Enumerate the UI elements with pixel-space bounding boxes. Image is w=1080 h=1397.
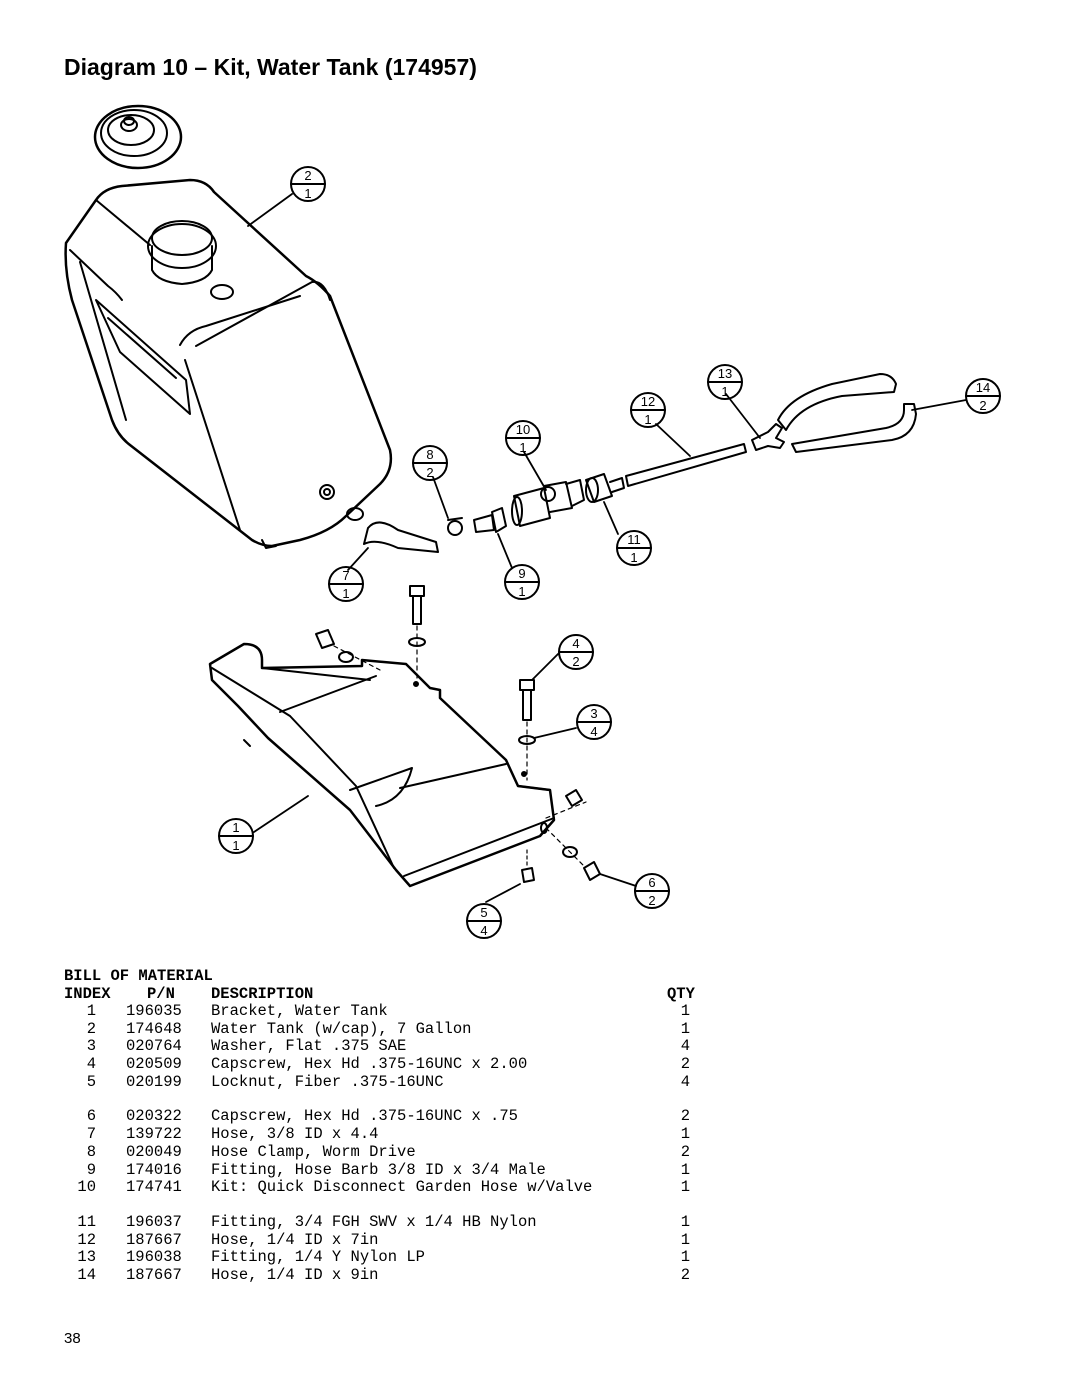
bom-row xyxy=(64,1002,690,1021)
row-description: Washer, Flat .375 SAE xyxy=(211,1037,407,1056)
capscrew-6-drawing xyxy=(316,630,600,880)
svg-text:1: 1 xyxy=(232,820,240,835)
row-index: 10 xyxy=(77,1178,96,1197)
bom-rows xyxy=(64,1002,690,1285)
bill-of-material xyxy=(64,967,695,1285)
svg-text:4: 4 xyxy=(590,724,598,739)
hose-12-drawing xyxy=(626,444,746,486)
svg-text:1: 1 xyxy=(721,384,729,399)
row-description: Hose Clamp, Worm Drive xyxy=(211,1142,416,1161)
page-title: Diagram 10 – Kit, Water Tank (174957) xyxy=(64,54,477,80)
balloon-14 xyxy=(966,379,1000,413)
row-description: Hose, 1/4 ID x 9in xyxy=(211,1265,379,1284)
svg-text:1: 1 xyxy=(304,186,312,201)
balloon-7 xyxy=(329,567,363,601)
svg-text:14: 14 xyxy=(975,380,991,395)
row-part-number: 020322 xyxy=(126,1107,182,1126)
balloon-2 xyxy=(291,167,325,201)
row-index: 5 xyxy=(86,1072,96,1091)
row-qty: 1 xyxy=(680,1125,690,1144)
quick-disconnect-drawing xyxy=(512,480,584,526)
svg-text:10: 10 xyxy=(515,422,531,437)
row-qty: 1 xyxy=(680,1248,690,1267)
row-description: Fitting, Hose Barb 3/8 ID x 3/4 Male xyxy=(211,1160,546,1179)
row-index: 13 xyxy=(77,1248,96,1267)
bom-row xyxy=(64,1019,690,1039)
row-part-number: 196035 xyxy=(126,1002,182,1020)
row-qty: 2 xyxy=(680,1055,690,1074)
bom-header-row xyxy=(64,985,695,1003)
row-part-number: 174741 xyxy=(126,1178,182,1197)
row-part-number: 174648 xyxy=(126,1019,182,1038)
row-description: Water Tank (w/cap), 7 Gallon xyxy=(211,1019,472,1038)
row-part-number: 020199 xyxy=(126,1072,182,1091)
row-part-number: 187667 xyxy=(126,1230,182,1249)
svg-text:8: 8 xyxy=(426,447,434,462)
svg-text:1: 1 xyxy=(232,838,240,853)
page-number: 38 xyxy=(64,1330,81,1347)
bom-row xyxy=(64,1125,690,1144)
svg-text:7: 7 xyxy=(342,568,350,583)
balloon-8 xyxy=(413,446,447,480)
svg-text:5: 5 xyxy=(480,905,488,920)
row-qty: 4 xyxy=(680,1072,690,1091)
row-description: Hose, 1/4 ID x 7in xyxy=(211,1230,379,1249)
bom-row xyxy=(64,1160,690,1180)
balloon-9 xyxy=(505,565,539,599)
bom-row xyxy=(64,1265,690,1285)
row-index: 9 xyxy=(86,1160,96,1179)
row-qty: 1 xyxy=(680,1002,690,1020)
bom-row xyxy=(64,1072,690,1092)
svg-text:2: 2 xyxy=(572,654,580,669)
water-tank-drawing xyxy=(66,180,391,548)
balloon-6 xyxy=(635,874,669,908)
row-index: 2 xyxy=(86,1019,96,1038)
bom-row xyxy=(64,1178,690,1197)
svg-text:4: 4 xyxy=(480,923,488,938)
row-description: Locknut, Fiber .375-16UNC xyxy=(211,1072,444,1091)
row-part-number: 196038 xyxy=(126,1248,182,1267)
row-part-number: 139722 xyxy=(126,1125,182,1144)
balloon-11 xyxy=(617,531,651,565)
balloon-1 xyxy=(219,819,253,853)
svg-text:6: 6 xyxy=(648,875,656,890)
svg-text:1: 1 xyxy=(630,550,638,565)
row-index: 7 xyxy=(86,1125,96,1144)
svg-text:12: 12 xyxy=(640,394,656,409)
row-part-number: 196037 xyxy=(126,1212,182,1231)
row-part-number: 174016 xyxy=(126,1160,182,1179)
row-part-number: 187667 xyxy=(126,1265,182,1284)
row-part-number: 020509 xyxy=(126,1055,182,1074)
svg-text:2: 2 xyxy=(426,465,434,480)
row-qty: 1 xyxy=(680,1160,690,1179)
hose-14-drawing xyxy=(778,374,916,452)
bom-row xyxy=(64,1248,690,1267)
row-description: Kit: Quick Disconnect Garden Hose w/Valve xyxy=(211,1178,593,1197)
svg-text:1: 1 xyxy=(342,586,350,601)
hose-clamp-drawing xyxy=(347,508,462,535)
row-index: 11 xyxy=(77,1212,96,1231)
row-index: 8 xyxy=(86,1142,96,1161)
svg-text:2: 2 xyxy=(648,893,656,908)
balloon-5 xyxy=(467,904,501,938)
balloon-12 xyxy=(631,393,665,427)
row-description: Hose, 3/8 ID x 4.4 xyxy=(211,1125,379,1144)
balloon-4 xyxy=(559,635,593,669)
svg-text:3: 3 xyxy=(590,706,598,721)
bom-title: BILL OF MATERIAL xyxy=(64,967,213,985)
header-index: INDEX xyxy=(64,985,111,1003)
balloon-3 xyxy=(577,705,611,739)
bom-row xyxy=(64,1230,690,1250)
y-fitting-drawing xyxy=(752,424,784,450)
capscrew-4-drawing xyxy=(409,586,535,780)
tank-cap-drawing xyxy=(95,106,181,168)
row-index: 12 xyxy=(77,1230,96,1249)
svg-text:13: 13 xyxy=(717,366,733,381)
bom-row xyxy=(64,1212,690,1232)
bom-row xyxy=(64,1055,690,1074)
svg-text:1: 1 xyxy=(519,440,527,455)
header-pn: P/N xyxy=(147,985,175,1003)
balloon-13 xyxy=(708,365,742,399)
row-index: 1 xyxy=(86,1002,96,1020)
row-qty: 2 xyxy=(680,1107,690,1126)
row-qty: 1 xyxy=(680,1019,690,1038)
header-description: DESCRIPTION xyxy=(211,985,314,1003)
svg-text:2: 2 xyxy=(304,168,312,183)
row-qty: 4 xyxy=(680,1037,690,1056)
fitting-9-drawing xyxy=(474,508,506,532)
leader-lines xyxy=(248,194,966,902)
bom-row xyxy=(64,1107,690,1126)
row-index: 14 xyxy=(77,1265,96,1284)
svg-text:2: 2 xyxy=(979,398,987,413)
row-part-number: 020764 xyxy=(126,1037,182,1056)
svg-text:4: 4 xyxy=(572,636,580,651)
header-qty: QTY xyxy=(667,985,695,1003)
row-description: Capscrew, Hex Hd .375-16UNC x 2.00 xyxy=(211,1055,528,1074)
bom-row xyxy=(64,1037,690,1056)
row-qty: 1 xyxy=(680,1212,690,1231)
svg-text:9: 9 xyxy=(518,566,526,581)
exploded-parts-diagram xyxy=(0,95,1080,960)
row-qty: 2 xyxy=(680,1142,690,1161)
row-description: Bracket, Water Tank xyxy=(211,1002,388,1020)
row-index: 3 xyxy=(86,1037,96,1056)
row-index: 6 xyxy=(86,1107,96,1126)
row-index: 4 xyxy=(86,1055,96,1074)
bracket-drawing xyxy=(210,644,554,886)
row-part-number: 020049 xyxy=(126,1142,182,1161)
bom-row xyxy=(64,1142,690,1162)
row-description: Fitting, 3/4 FGH SWV x 1/4 HB Nylon xyxy=(211,1212,537,1231)
row-description: Fitting, 1/4 Y Nylon LP xyxy=(211,1248,425,1267)
balloon-10 xyxy=(506,421,540,455)
row-qty: 1 xyxy=(680,1178,690,1197)
row-description: Capscrew, Hex Hd .375-16UNC x .75 xyxy=(211,1107,518,1126)
svg-text:1: 1 xyxy=(644,412,652,427)
row-qty: 1 xyxy=(680,1230,690,1249)
svg-text:1: 1 xyxy=(518,584,526,599)
hose-7-drawing xyxy=(364,522,438,552)
svg-text:11: 11 xyxy=(627,532,641,547)
fitting-11-drawing xyxy=(586,474,624,502)
row-qty: 2 xyxy=(680,1265,690,1284)
